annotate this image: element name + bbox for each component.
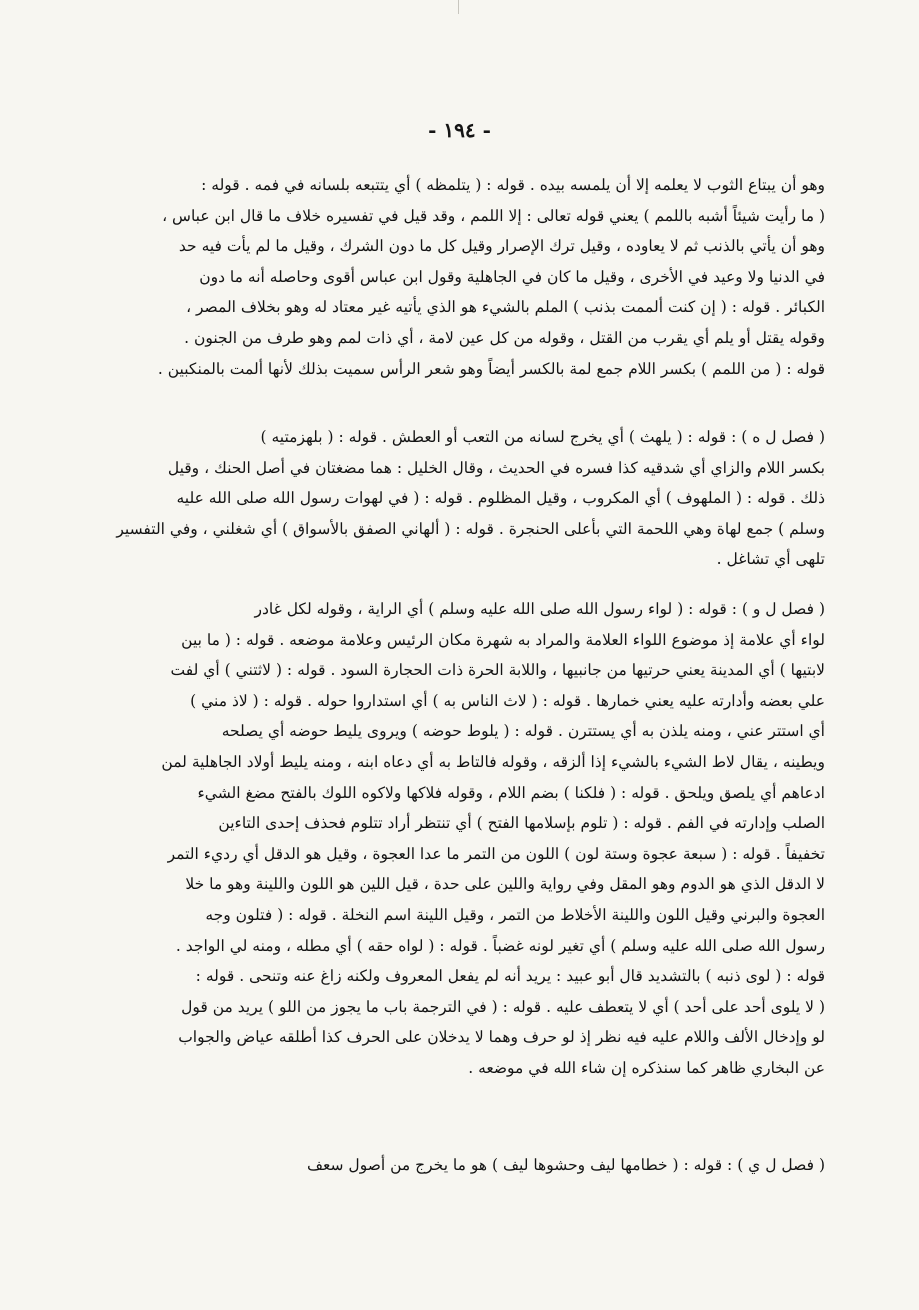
text-line: تخفيفاً . قوله : ( سبعة عجوة وستة لون ) اللون من التمر ما عدا العجوة ، وقيل هو الدقل أي رديء التمر — [167, 844, 825, 863]
text-line: علي بعضه وأدارته عليه يعني خمارها . قوله : ( لاث الناس به ) أي استداروا حوله . قوله : ( لاذ مني ) — [190, 691, 825, 710]
section-lam-ya — [80, 1150, 825, 1181]
text-line: وقوله يقتل أو يلم أي يقرب من القتل ، وقوله من كل عين لامة ، أي ذات لمم وهو طرف من الجنون . — [184, 328, 825, 347]
text-line: لابتيها ) أي المدينة يعني حرتيها من جانبيها ، واللابة الحرة ذات الحجارة السود . قوله : ( لاثتني ) أي لفت — [170, 661, 825, 680]
text-line: أي استتر عني ، ومنه يلذن به أي يستترن . قوله : ( يلوط حوضه ) ويروى يليط حوضه أي يصلحه — [221, 722, 825, 741]
text-line: رسول الله صلى الله عليه وسلم ) أي تغير لونه غضباً . قوله : ( لواه حقه ) أي مطله ، ومنه لي الواجد . — [175, 936, 825, 955]
text-line: في الدنيا ولا وعيد في الأخرى ، وقيل ما كان في الجاهلية وقول ابن عباس أقوى وحاصله أنه ما دون — [199, 267, 825, 286]
section-heading-line: ( فصل ل و ) : قوله : ( لواء رسول الله صلى الله عليه وسلم ) أي الراية ، وقوله لكل غادر — [254, 600, 825, 618]
text-line: ذلك . قوله : ( الملهوف ) أي المكروب ، وقيل المظلوم . قوله : ( في لهوات رسول الله صلى الله عليه — [176, 489, 825, 508]
text-line: لا الدقل الذي هو الدوم وهو المقل وفي رواية واللين على حدة ، قيل اللين هو اللون واللينة وهو ما خلا — [185, 875, 825, 894]
text-line: ( ما رأيت شيئاً أشبه باللمم ) يعني قوله تعالى : إلا اللمم ، وقد قيل في تفسيره خلاف ما قال ابن عباس ، — [162, 206, 825, 225]
text-line: قوله : ( من اللمم ) بكسر اللام جمع لمة بالكسر أيضاً وهو شعر الرأس سميت بذلك لأنها ألمت بالمنكبين . — [157, 359, 825, 378]
text-line: وهو أن يأتي بالذنب ثم لا يعاوده ، وقيل ترك الإصرار وقيل كل ما دون الشرك ، وقيل ما لم يأت فيه حد — [178, 237, 825, 256]
text-line: ( لا يلوى أحد على أحد ) أي لا يتعطف عليه . قوله : ( في الترجمة باب ما يجوز من اللو ) يريد من قول — [181, 997, 825, 1016]
text-line: وسلم ) جمع لهاة وهي اللحمة التي بأعلى الحنجرة . قوله : ( ألهاني الصفق بالأسواق ) أي شغلني ، وفي التفسير — [116, 519, 825, 538]
text-line: الكبائر . قوله : ( إن كنت ألممت بذنب ) الملم بالشيء هو الذي يأتيه غير معتاد له وهو بخلاف المصر ، — [186, 298, 825, 317]
text-line: ادعاهم أي يلصق ويلحق . قوله : ( فلكنا ) بضم اللام ، وقوله فلاكها ولاكوه اللوك بالفتح مضغ الشيء — [197, 783, 825, 802]
page-top-mark — [458, 0, 459, 14]
section-heading-line: ( فصل ل ه ) : قوله : ( يلهث ) أي يخرج لسانه من التعب أو العطش . قوله : ( بلهزمتيه ) — [260, 428, 825, 446]
text-line: لواء أي علامة إذ موضوع اللواء العلامة والمراد به شهرة مكان الرئيس وعلامة موضعه . قوله : ( ما بين — [181, 630, 825, 649]
paragraph-lam-mim — [80, 170, 825, 384]
text-line: لو وإدخال الألف واللام عليه فيه نظر إذ لو حرف وهما لا يدخلان على الحرف كذا أطلقه عياض والجواب — [178, 1028, 825, 1047]
text-line: عن البخاري ظاهر كما سنذكره إن شاء الله في موضعه . — [468, 1058, 825, 1077]
text-line: العجوة والبرني وقيل اللون واللينة الأخلاط من التمر ، وقيل اللينة اسم النخلة . قوله : ( فتلون وجه — [205, 905, 825, 924]
text-line: بكسر اللام والزاي أي شدقيه كذا فسره في الحديث ، وقال الخليل : هما مضغتان في أصل الحنك ، وقيل — [167, 458, 825, 477]
text-line: الصلب وإدارته في الفم . قوله : ( تلوم بإسلامها الفتح ) أي تنتظر أراد تتلوم فحذف إحدى التاءين — [218, 814, 825, 833]
section-lam-waw — [80, 594, 825, 1084]
text-line: ويطينه ، يقال لاط الشيء بالشيء إذا ألزقه ، وقوله فالتاط به أي دعاه ابنه ، ومنه يليط أولاد الجاهلية لمن — [161, 752, 825, 771]
page-number: - ١٩٤ - — [428, 118, 491, 142]
section-lam-ha — [80, 422, 825, 575]
text-line: قوله : ( لوى ذنبه ) بالتشديد قال أبو عبيد : يريد أنه لم يفعل المعروف ولكنه زاغ عنه وتنحى . قوله : — [195, 967, 825, 986]
section-heading-line: ( فصل ل ي ) : قوله : ( خطامها ليف وحشوها ليف ) هو ما يخرج من أصول سعف — [307, 1156, 825, 1174]
text-line: وهو أن يبتاع الثوب لا يعلمه إلا أن يلمسه بيده . قوله : ( يتلمظه ) أي يتتبعه بلسانه في فمه . قوله : — [201, 176, 825, 194]
text-line: تلهى أي تشاغل . — [716, 550, 825, 569]
